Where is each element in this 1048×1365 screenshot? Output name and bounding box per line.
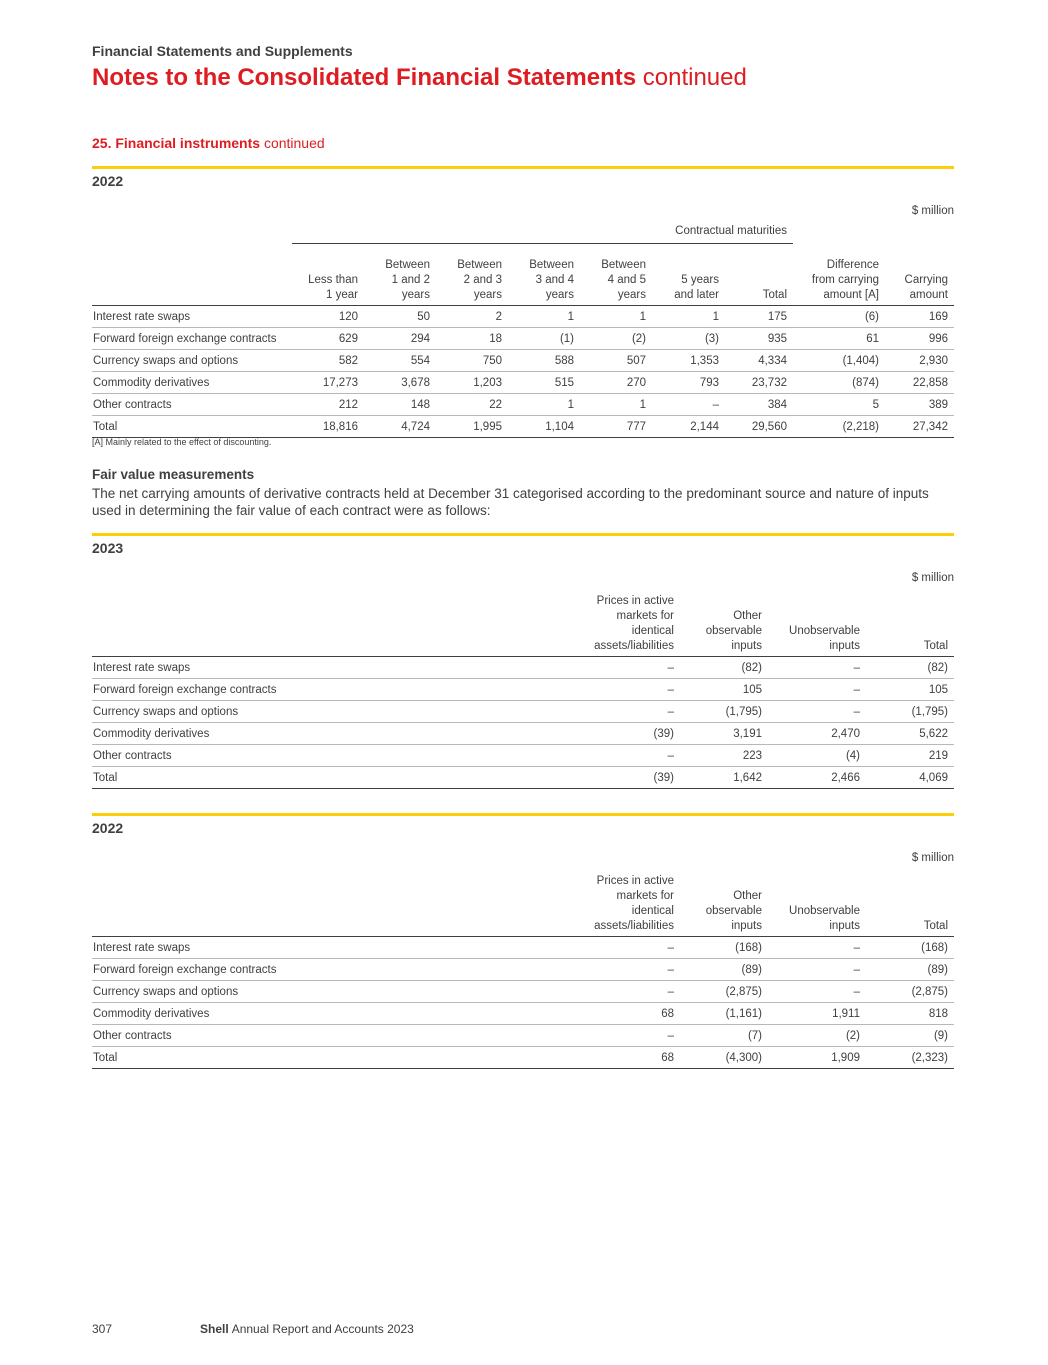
note-suffix: continued bbox=[263, 135, 325, 151]
table-row bbox=[92, 1003, 954, 1025]
table-cell: 120 bbox=[292, 306, 364, 328]
row-label: Other contracts bbox=[92, 394, 292, 416]
table-cell: (1) bbox=[508, 328, 580, 350]
table-cell: 270 bbox=[580, 372, 652, 394]
row-label: Other contracts bbox=[92, 1025, 592, 1047]
table-cell: (2) bbox=[580, 328, 652, 350]
table-cell: (39) bbox=[592, 723, 680, 745]
table-cell: (1,795) bbox=[866, 701, 954, 723]
table-cell: 5 bbox=[793, 394, 885, 416]
table-cell: – bbox=[592, 745, 680, 767]
table-cell: 2 bbox=[436, 306, 508, 328]
table-cell: – bbox=[592, 679, 680, 701]
table-cell: (82) bbox=[680, 657, 768, 679]
table-cell: (89) bbox=[866, 959, 954, 981]
table-cell: 105 bbox=[680, 679, 768, 701]
column-header-row bbox=[92, 244, 954, 306]
footer-report bbox=[200, 1322, 414, 1336]
unit-label-fv-2022: $ million bbox=[911, 852, 954, 864]
table-cell: (2) bbox=[768, 1025, 866, 1047]
year-heading-fv-2023: 2023 bbox=[92, 540, 124, 556]
row-label: Currency swaps and options bbox=[92, 981, 592, 1003]
fv-2023-body bbox=[92, 657, 954, 789]
table-cell: 1 bbox=[508, 394, 580, 416]
table-cell: 61 bbox=[793, 328, 885, 350]
row-label: Commodity derivatives bbox=[92, 723, 592, 745]
unit-label-fv-2023: $ million bbox=[911, 572, 954, 584]
section-label: Financial Statements and Supplements bbox=[92, 43, 353, 59]
table-row bbox=[92, 657, 954, 679]
table-cell: – bbox=[768, 679, 866, 701]
table-cell: 22,858 bbox=[885, 372, 954, 394]
table-cell: – bbox=[768, 657, 866, 679]
table-cell: 17,273 bbox=[292, 372, 364, 394]
table-cell: 582 bbox=[292, 350, 364, 372]
column-header: Between 3 and 4 years bbox=[508, 244, 580, 306]
row-label: Forward foreign exchange contracts bbox=[92, 679, 592, 701]
section-rule bbox=[92, 533, 954, 536]
table-cell: 2,470 bbox=[768, 723, 866, 745]
table-cell: 588 bbox=[508, 350, 580, 372]
table-cell: 1,104 bbox=[508, 416, 580, 438]
footnote: [A] Mainly related to the effect of discounting. bbox=[92, 437, 272, 447]
column-header: Total bbox=[866, 594, 954, 657]
table-cell: – bbox=[652, 394, 725, 416]
table-cell: (89) bbox=[680, 959, 768, 981]
row-label: Commodity derivatives bbox=[92, 372, 292, 394]
table-cell: – bbox=[592, 1025, 680, 1047]
column-header: Between 4 and 5 years bbox=[580, 244, 652, 306]
fair-value-table-2022 bbox=[92, 874, 954, 1069]
row-label: Forward foreign exchange contracts bbox=[92, 328, 292, 350]
row-label: Total bbox=[92, 1047, 592, 1069]
table-cell: – bbox=[592, 701, 680, 723]
table-cell: 68 bbox=[592, 1003, 680, 1025]
table-cell: 23,732 bbox=[725, 372, 793, 394]
year-heading-maturities: 2022 bbox=[92, 173, 124, 189]
column-header: Prices in active markets for identical assets/liabilities bbox=[592, 594, 680, 657]
table-row bbox=[92, 679, 954, 701]
page-title bbox=[92, 64, 747, 92]
column-header: Unobservable inputs bbox=[768, 594, 866, 657]
column-header: Total bbox=[725, 244, 793, 306]
column-header: Prices in active markets for identical assets/liabilities bbox=[592, 874, 680, 937]
table-cell: 507 bbox=[580, 350, 652, 372]
table-cell: – bbox=[768, 959, 866, 981]
table-cell: (1,404) bbox=[793, 350, 885, 372]
table-cell: 793 bbox=[652, 372, 725, 394]
table-cell: 27,342 bbox=[885, 416, 954, 438]
table-cell: 3,678 bbox=[364, 372, 436, 394]
table-row bbox=[92, 701, 954, 723]
table-cell: (168) bbox=[866, 937, 954, 959]
table-cell: – bbox=[592, 981, 680, 1003]
table-row bbox=[92, 767, 954, 789]
column-header: Between 2 and 3 years bbox=[436, 244, 508, 306]
fv-2022-body bbox=[92, 937, 954, 1069]
table-cell: 1 bbox=[580, 306, 652, 328]
table-cell: 1,203 bbox=[436, 372, 508, 394]
table-row bbox=[92, 350, 954, 372]
table-cell: (2,323) bbox=[866, 1047, 954, 1069]
table-cell: 384 bbox=[725, 394, 793, 416]
table-cell: 1 bbox=[652, 306, 725, 328]
table-cell: 18,816 bbox=[292, 416, 364, 438]
row-label: Total bbox=[92, 416, 292, 438]
brand-name: Shell bbox=[200, 1322, 229, 1336]
table-cell: 50 bbox=[364, 306, 436, 328]
column-header-label bbox=[92, 244, 292, 306]
row-label: Currency swaps and options bbox=[92, 350, 292, 372]
table-cell: – bbox=[592, 959, 680, 981]
fair-value-text: The net carrying amounts of derivative contracts held at December 31 categorised according to the predominant source and nature of inputs used in determining the fair value of each contract were as follows: bbox=[92, 486, 929, 518]
year-heading-fv-2022: 2022 bbox=[92, 820, 124, 836]
row-label: Total bbox=[92, 767, 592, 789]
table-cell: – bbox=[768, 701, 866, 723]
table-cell: (874) bbox=[793, 372, 885, 394]
table-cell: 1,995 bbox=[436, 416, 508, 438]
table-cell: 68 bbox=[592, 1047, 680, 1069]
table-cell: 175 bbox=[725, 306, 793, 328]
column-header-label bbox=[92, 594, 592, 657]
page-number: 307 bbox=[92, 1322, 113, 1336]
column-header: Total bbox=[866, 874, 954, 937]
table-cell: (6) bbox=[793, 306, 885, 328]
table-cell: 18 bbox=[436, 328, 508, 350]
table-cell: 148 bbox=[364, 394, 436, 416]
table-row bbox=[92, 937, 954, 959]
table-cell: 29,560 bbox=[725, 416, 793, 438]
table-cell: 4,334 bbox=[725, 350, 793, 372]
table-cell: – bbox=[592, 657, 680, 679]
table-cell: 5,622 bbox=[866, 723, 954, 745]
table-row bbox=[92, 328, 954, 350]
note-heading bbox=[92, 135, 325, 151]
table-cell: 1,909 bbox=[768, 1047, 866, 1069]
table-row bbox=[92, 1025, 954, 1047]
table-cell: – bbox=[768, 981, 866, 1003]
column-header-row bbox=[92, 594, 954, 657]
table-cell: (2,875) bbox=[866, 981, 954, 1003]
table-cell: (82) bbox=[866, 657, 954, 679]
table-cell: 1 bbox=[580, 394, 652, 416]
column-header-label bbox=[92, 874, 592, 937]
table-cell: 4,069 bbox=[866, 767, 954, 789]
column-header: Difference from carrying amount [A] bbox=[793, 244, 885, 306]
table-row bbox=[92, 959, 954, 981]
table-cell: 629 bbox=[292, 328, 364, 350]
row-label: Interest rate swaps bbox=[92, 306, 292, 328]
note-title: 25. Financial instruments bbox=[92, 135, 261, 151]
table-cell: 1,353 bbox=[652, 350, 725, 372]
table-cell: 294 bbox=[364, 328, 436, 350]
table-cell: – bbox=[768, 937, 866, 959]
header-spacer bbox=[92, 224, 292, 244]
table-row bbox=[92, 372, 954, 394]
row-label: Interest rate swaps bbox=[92, 937, 592, 959]
table-cell: (1,161) bbox=[680, 1003, 768, 1025]
column-header: Other observable inputs bbox=[680, 594, 768, 657]
header-spacer bbox=[885, 224, 954, 244]
report-title: Annual Report and Accounts 2023 bbox=[231, 1322, 414, 1336]
row-label: Commodity derivatives bbox=[92, 1003, 592, 1025]
row-label: Forward foreign exchange contracts bbox=[92, 959, 592, 981]
table-cell: 223 bbox=[680, 745, 768, 767]
column-header: 5 years and later bbox=[652, 244, 725, 306]
table-cell: (1,795) bbox=[680, 701, 768, 723]
table-cell: 515 bbox=[508, 372, 580, 394]
table-cell: 219 bbox=[866, 745, 954, 767]
table-cell: (2,218) bbox=[793, 416, 885, 438]
table-row bbox=[92, 306, 954, 328]
table-cell: (2,875) bbox=[680, 981, 768, 1003]
row-label: Currency swaps and options bbox=[92, 701, 592, 723]
table-row bbox=[92, 745, 954, 767]
table-row bbox=[92, 723, 954, 745]
table-cell: (9) bbox=[866, 1025, 954, 1047]
table-cell: 2,144 bbox=[652, 416, 725, 438]
table-cell: 389 bbox=[885, 394, 954, 416]
table-cell: – bbox=[592, 937, 680, 959]
table-row bbox=[92, 981, 954, 1003]
table-row bbox=[92, 394, 954, 416]
table-row bbox=[92, 1047, 954, 1069]
table-cell: 105 bbox=[866, 679, 954, 701]
table-cell: 212 bbox=[292, 394, 364, 416]
table-cell: 1 bbox=[508, 306, 580, 328]
table-cell: 2,930 bbox=[885, 350, 954, 372]
column-header: Unobservable inputs bbox=[768, 874, 866, 937]
header-spacer bbox=[793, 224, 885, 244]
table-cell: 2,466 bbox=[768, 767, 866, 789]
fair-value-heading: Fair value measurements bbox=[92, 467, 255, 482]
column-header: Carrying amount bbox=[885, 244, 954, 306]
maturities-body bbox=[92, 306, 954, 438]
column-header: Between 1 and 2 years bbox=[364, 244, 436, 306]
unit-label-maturities: $ million bbox=[911, 205, 954, 217]
table-cell: 3,191 bbox=[680, 723, 768, 745]
table-cell: 169 bbox=[885, 306, 954, 328]
section-rule bbox=[92, 813, 954, 816]
column-header-row bbox=[92, 874, 954, 937]
table-cell: (39) bbox=[592, 767, 680, 789]
table-cell: 1,911 bbox=[768, 1003, 866, 1025]
table-cell: 4,724 bbox=[364, 416, 436, 438]
table-cell: (4) bbox=[768, 745, 866, 767]
table-cell: 818 bbox=[866, 1003, 954, 1025]
row-label: Other contracts bbox=[92, 745, 592, 767]
column-header: Other observable inputs bbox=[680, 874, 768, 937]
table-row bbox=[92, 416, 954, 438]
table-cell: 554 bbox=[364, 350, 436, 372]
group-header-contractual-maturities: Contractual maturities bbox=[292, 224, 793, 244]
row-label: Interest rate swaps bbox=[92, 657, 592, 679]
table-cell: 996 bbox=[885, 328, 954, 350]
table-cell: 750 bbox=[436, 350, 508, 372]
section-rule bbox=[92, 166, 954, 169]
table-cell: 935 bbox=[725, 328, 793, 350]
table-cell: (4,300) bbox=[680, 1047, 768, 1069]
table-cell: (168) bbox=[680, 937, 768, 959]
maturities-table bbox=[92, 224, 954, 438]
table-cell: 1,642 bbox=[680, 767, 768, 789]
table-cell: (3) bbox=[652, 328, 725, 350]
page-title-suffix: continued bbox=[642, 64, 747, 91]
column-header: Less than 1 year bbox=[292, 244, 364, 306]
page-title-main: Notes to the Consolidated Financial Statements bbox=[92, 64, 637, 91]
table-cell: 777 bbox=[580, 416, 652, 438]
fair-value-table-2023 bbox=[92, 594, 954, 789]
table-cell: 22 bbox=[436, 394, 508, 416]
table-cell: (7) bbox=[680, 1025, 768, 1047]
